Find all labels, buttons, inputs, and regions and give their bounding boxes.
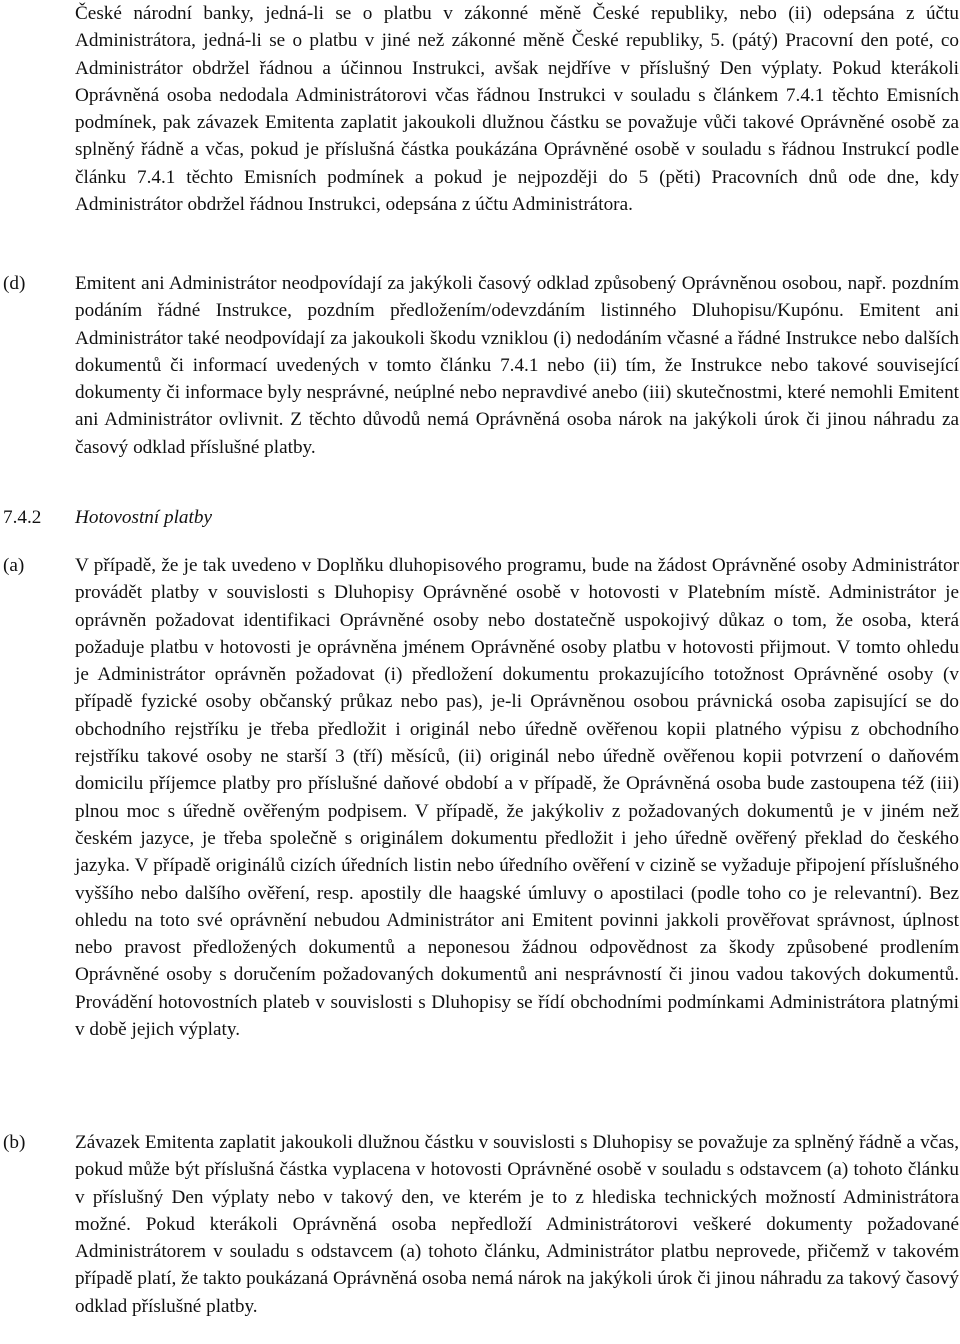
clause-a-paragraph: V případě, že je tak uvedeno v Doplňku dluhopisového programu, bude na žádost Oprávněné osoby Administrátor provádět platby v souvislosti s Dluhopisy Oprávněné osobě v hotovosti v Platebním místě. Administrátor je oprávněn požadovat identifikaci Oprávněné osoby nebo dostatečně uspokojivý důkaz o tom, že osoba, která požaduje platbu v hotovosti je oprávněna jménem Oprávněné osoby platbu v hotovosti přijmout. V tomto ohledu je Administrátor oprávněn požadovat (i) předložení dokumentu prokazujícího totožnost Oprávněné osoby (v případě fyzické osoby občanský průkaz nebo pas), je-li Oprávněnou osobou právnická osoba zapisující se do obchodního rejstříku je třeba předložit i originál nebo úředně ověřenou kopii platného výpisu z obchodního rejstříku takové osoby ne starší 3 (tří) měsíců, (ii) originál nebo úředně ověřenou kopii potvrzení o daňovém domicilu příjemce platby pro příslušné daňové období a v případě, že Oprávněná osoba bude zastoupena též (iii) plnou moc s úředně ověřeným podpisem. V případě, že jakýkoliv z požadovaných dokumentů je v jiném než českém jazyce, je třeba společně s originálem dokumentu předložit i jeho úředně ověřený překlad do českého jazyka. V případě originálů cizích úředních listin nebo úředního ověření v cizině se vyžaduje připojení příslušného vyššího nebo dalšího ověření, resp. apostily dle haagské úmluvy o apostilaci (podle toho co je relevantní). Bez ohledu na toto své oprávnění nebudou Administrátor ani Emitent povinni jakkoli prověřovat správnost, úplnost nebo pravost předložených dokumentů a neponesou žádnou odpovědnost za škody způsobené prodlením Oprávněné osoby s doručením požadovaných dokumentů ani nesprávností či jinou vadou takových dokumentů. Provádění hotovostních plateb v souvislosti s Dluhopisy se řídí obchodními podmínkami Administrátora platnými v době jejich výplaty.: [75, 555, 959, 1041]
clause-b-marker: (b): [3, 1132, 26, 1153]
section-title: Hotovostní platby: [75, 507, 212, 528]
clause-b-paragraph: Závazek Emitenta zaplatit jakoukoli dlužnou částku v souvislosti s Dluhopisy se považuje za splněný řádně a včas, pokud může být příslušná částka vyplacena v hotovosti Oprávněné osobě v souladu s odstavcem (a) tohoto článku v příslušný Den výplaty nebo v takový den, ve kterém je to z hlediska technických možností Administrátora možné. Pokud kterákoli Oprávněná osoba nepředloží Administrátorovi veškeré dokumenty požadované Administrátorem v souladu s odstavcem (a) tohoto článku, Administrátor platbu neprovede, přičemž v takovém případě platí, že takto poukázaná Oprávněná osoba nemá nárok na jakýkoli úrok či jinou náhradu za takový časový odklad příslušné platby.: [75, 1132, 959, 1317]
clause-d-marker: (d): [3, 273, 26, 294]
clause-a-marker: (a): [3, 555, 25, 576]
clause-d-paragraph: Emitent ani Administrátor neodpovídají za jakýkoli časový odklad způsobený Oprávněnou osobou, např. pozdním podáním řádné Instrukce, pozdním předložením/odevzdáním listinného Dluhopisu/Kupónu. Emitent ani Administrátor také neodpovídají za jakoukoli škodu vzniklou (i) nedodáním včasné a řádné Instrukce nebo dalších dokumentů či informací uvedených v tomto článku 7.4.1 nebo (ii) tím, že Instrukce nebo takové související dokumenty či informace byly nesprávné, neúplné nebo nepravdivé anebo (iii) skutečnostmi, které nemohli Emitent ani Administrátor ovlivnit. Z těchto důvodů nemá Oprávněná osoba nárok na jakýkoli úrok či jinou náhradu za časový odklad příslušné platby.: [75, 273, 959, 458]
continuation-paragraph: České národní banky, jedná-li se o platbu v zákonné měně České republiky, nebo (ii) odepsána z účtu Administrátora, jedná-li se o platbu v jiné než zákonné měně České republiky, 5. (pátý) Pracovní den poté, co Administrátor obdržel řádnou a účinnou Instrukci, avšak nejdříve v příslušný Den výplaty. Pokud kterákoli Oprávněná osoba nedodala Administrátorovi včas řádnou Instrukci v souladu s článkem 7.4.1 těchto Emisních podmínek, pak závazek Emitenta zaplatit jakoukoli dlužnou částku se považuje vůči takové Oprávněné osobě za splněný řádně a včas, pokud je příslušná částka poukázána Oprávněné osobě v souladu s řádnou Instrukcí podle článku 7.4.1 těchto Emisních podmínek a pokud je nejpozději do 5 (pěti) Pracovních dnů ode dne, kdy Administrátor obdržel řádnou Instrukci, odepsána z účtu Administrátora.: [75, 3, 959, 216]
section-number: 7.4.2: [3, 507, 42, 528]
